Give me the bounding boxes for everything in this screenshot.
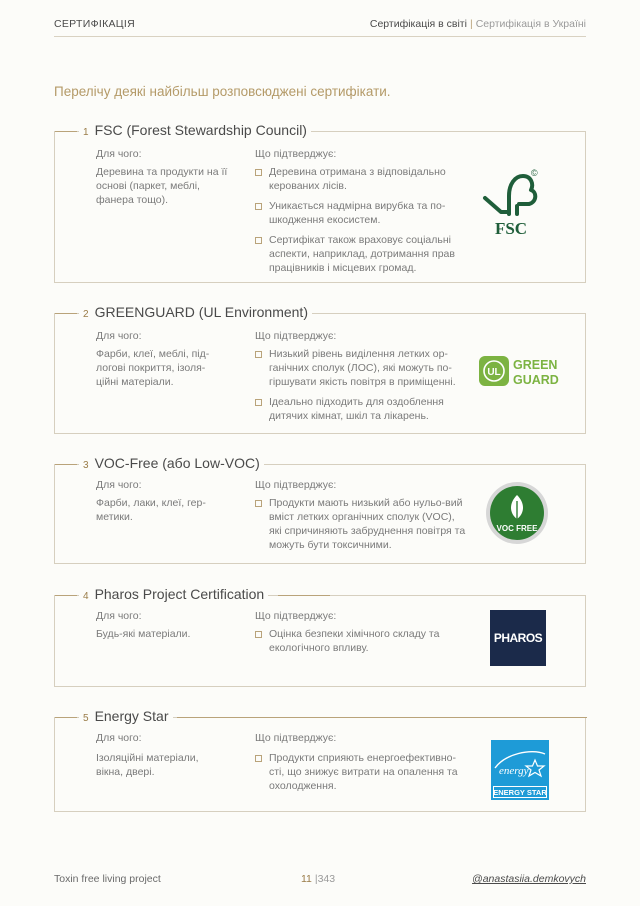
header-nav (370, 18, 586, 30)
square-bullet-icon (255, 399, 262, 406)
list-item: Оцінка безпеки хімічного складу та екологічного впливу. (255, 627, 470, 655)
voc-free-text: VOC FREE (496, 524, 538, 533)
list-item: Уникається надмірна вирубка та по-шкодження екосистем. (255, 199, 470, 227)
square-bullet-icon (255, 169, 262, 176)
card-number: 1 (83, 127, 89, 138)
confirms-label: Що підтверджує: (255, 330, 337, 342)
list-item: Продукти мають низький або нульо-вий вміст летких органічних сполук (VOC), які спричиняють забруднення повітря та можуть бути токсичними. (255, 496, 470, 552)
footer-page-number (301, 873, 335, 885)
for-what-text: Ізоляційні матеріали, вікна, двері. (96, 752, 199, 778)
total-pages: 343 (317, 873, 336, 885)
square-bullet-icon (255, 237, 262, 244)
certificate-card-voc-free (54, 455, 586, 564)
for-what-text: Фарби, клеї, меблі, під-логові покриття, ізоля-ційні матеріали. (96, 348, 210, 388)
card-number: 4 (83, 591, 89, 602)
card-title (79, 122, 311, 138)
confirms-label: Що підтверджує: (255, 148, 337, 160)
energy-star-logo (491, 740, 549, 800)
title-line-left (55, 131, 77, 132)
ul-badge-text: UL (487, 367, 501, 378)
greenguard-logo (479, 356, 565, 388)
title-line-left (55, 464, 77, 465)
for-what-text: Деревина та продукти на її основі (паркет, меблі, фанера тощо). (96, 166, 228, 206)
title-line-left (55, 313, 77, 314)
card-name: GREENGUARD (UL Environment) (94, 304, 308, 320)
confirms-list (255, 347, 470, 429)
square-bullet-icon (255, 203, 262, 210)
certificate-card-energy-star (54, 708, 586, 812)
list-item: Деревина отримана з відповідально керованих лісів. (255, 165, 470, 193)
confirms-list (255, 751, 470, 799)
certificate-card-fsc (54, 122, 586, 283)
confirms-label: Що підтверджує: (255, 479, 337, 491)
list-item: Ідеально підходить для оздоблення дитячих кімнат, шкіл та лікарень. (255, 395, 470, 423)
fsc-tree-icon (479, 166, 543, 240)
for-what-label: Для чого: (96, 148, 142, 160)
title-line-right (177, 717, 587, 718)
for-what-text: Будь-які матеріали. (96, 628, 191, 640)
confirms-label: Що підтверджує: (255, 732, 337, 744)
square-bullet-icon (255, 631, 262, 638)
square-bullet-icon (255, 755, 262, 762)
author-link[interactable]: @anastasiia.demkovych (472, 873, 586, 885)
green-text: GREEN (513, 358, 558, 372)
confirms-list (255, 627, 470, 661)
nav-separator: | (469, 18, 473, 30)
card-title (79, 304, 312, 320)
square-bullet-icon (255, 500, 262, 507)
nav-world-certification[interactable]: Сертифікація в світі (369, 18, 467, 30)
current-page: 11 (301, 873, 312, 885)
card-name: Pharos Project Certification (94, 586, 265, 602)
header-divider (54, 36, 586, 37)
title-line-left (55, 595, 77, 596)
voc-free-logo (485, 481, 549, 545)
certificate-card-pharos (54, 586, 586, 687)
pharos-logo-text: PHAROS (493, 631, 543, 645)
certificate-card-greenguard (54, 304, 586, 434)
copyright-mark: © (531, 168, 538, 178)
card-number: 5 (83, 713, 89, 724)
for-what-label: Для чого: (96, 610, 142, 622)
energy-star-text: ENERGY STAR (493, 788, 547, 797)
fsc-logo (479, 166, 543, 240)
title-line-left (55, 717, 77, 718)
energy-star-icon (491, 740, 549, 800)
fsc-logo-text: FSC (494, 219, 528, 238)
square-bullet-icon (255, 351, 262, 358)
list-item: Низький рівень виділення летких ор-ганічних сполук (ЛОС), які можуть по-гіршувати якість повітря в приміщенні. (255, 347, 470, 389)
card-title (79, 455, 264, 471)
card-title (79, 708, 173, 724)
page-separator: | (314, 873, 318, 885)
list-item: Продукти сприяють енергоефективно-сті, що знижує витрати на опалення та охолодження. (255, 751, 470, 793)
section-title: СЕРТИФІКАЦІЯ (54, 18, 135, 30)
nav-ukraine-certification[interactable]: Сертифікація в Україні (475, 18, 586, 30)
card-name: FSC (Forest Stewardship Council) (94, 122, 307, 138)
list-item: Сертифікат також враховує соціальні аспекти, наприклад, дотримання прав працівників і місцевих громад. (255, 233, 470, 275)
for-what-label: Для чого: (96, 330, 142, 342)
footer-project-name: Toxin free living project (54, 873, 161, 885)
confirms-list (255, 496, 470, 558)
confirms-label: Що підтверджує: (255, 610, 337, 622)
greenguard-ul-icon (479, 356, 565, 388)
card-number: 3 (83, 460, 89, 471)
card-name: VOC-Free (або Low-VOC) (94, 455, 260, 471)
card-number: 2 (83, 309, 89, 320)
title-line-right (278, 595, 330, 596)
guard-text: GUARD (513, 373, 559, 387)
voc-free-leaf-icon (485, 481, 549, 545)
for-what-text: Фарби, лаки, клеї, гер-метики. (96, 497, 206, 523)
for-what-label: Для чого: (96, 732, 142, 744)
for-what-label: Для чого: (96, 479, 142, 491)
card-name: Energy Star (94, 708, 169, 724)
intro-text: Перелічу деякі найбільш розповсюджені сертифікати. (54, 84, 391, 99)
card-title (79, 586, 268, 602)
confirms-list (255, 165, 470, 281)
energy-script-text: energy (499, 765, 529, 777)
pharos-logo (490, 610, 546, 666)
